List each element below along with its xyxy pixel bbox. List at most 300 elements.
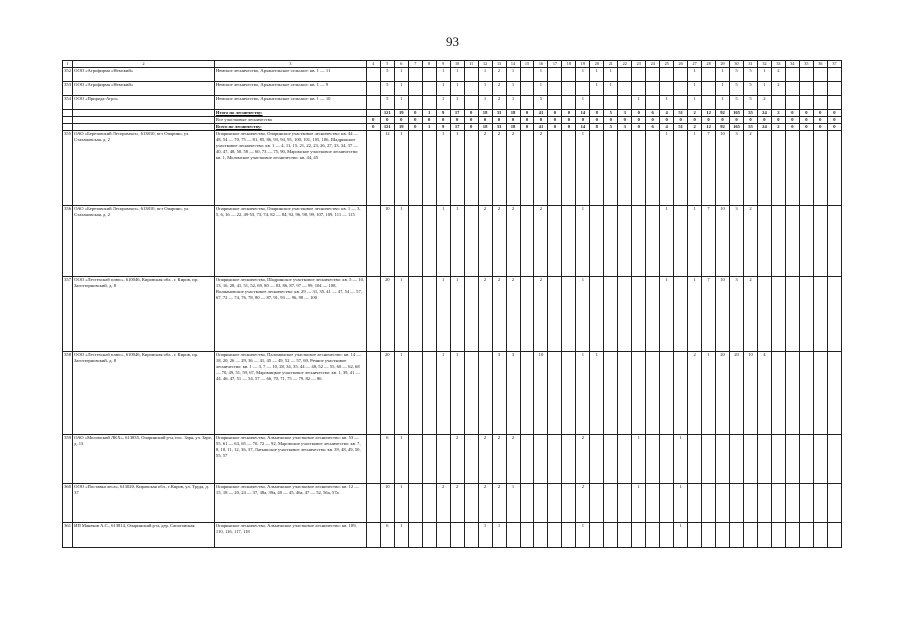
value-cell: 1 (688, 206, 702, 277)
value-cell (548, 523, 562, 548)
value-cell: 0 (618, 117, 632, 124)
summary-row (63, 110, 842, 117)
value-cell: 1 (590, 352, 604, 435)
value-cell: 2 (506, 206, 520, 277)
value-cell (827, 206, 841, 277)
organization-cell: ОАО «Березовский Леспромхоз», 613810, пгт Опарино, ул. Стахановская, д. 2 (73, 206, 215, 277)
empty-cell (73, 110, 215, 117)
value-cell (646, 435, 660, 484)
header-cell: 30 (730, 61, 744, 68)
header-cell: 22 (618, 61, 632, 68)
value-cell: 5 (380, 82, 394, 96)
value-cell (827, 435, 841, 484)
value-cell (660, 484, 674, 523)
value-cell: 3 (618, 124, 632, 131)
value-cell (771, 435, 785, 484)
value-cell (422, 277, 436, 352)
value-cell: 2 (771, 68, 785, 82)
value-cell: 1 (576, 68, 590, 82)
value-cell: 0 (646, 117, 660, 124)
value-cell (618, 484, 632, 523)
organization-cell: ООО «Агрофирма «Немский» (73, 82, 215, 96)
value-cell: 0 (562, 110, 576, 117)
value-cell: 1 (450, 82, 464, 96)
value-cell (450, 523, 464, 548)
value-cell: 24 (757, 110, 771, 117)
value-cell: 0 (674, 117, 688, 124)
value-cell (785, 206, 799, 277)
value-cell (562, 277, 576, 352)
value-cell: 121 (380, 124, 394, 131)
value-cell: 1 (436, 277, 450, 352)
value-cell (771, 96, 785, 110)
header-cell: 31 (744, 61, 758, 68)
value-cell (464, 484, 478, 523)
value-cell (534, 435, 548, 484)
value-cell (757, 523, 771, 548)
header-cell: 13 (492, 61, 506, 68)
value-cell (548, 82, 562, 96)
table-row (63, 96, 842, 110)
organization-cell: ООО «Природа-Агро» (73, 96, 215, 110)
header-cell: 18 (562, 61, 576, 68)
header-cell: 19 (576, 61, 590, 68)
header-cell: 2 (73, 61, 215, 68)
value-cell: 18 (478, 110, 492, 117)
value-cell: 7 (702, 131, 716, 206)
value-cell: 14 (576, 124, 590, 131)
organization-cell: ООО «Поставка леса», 613020, Кировская обл., г.Киров, ул. Труда, д. 37 (73, 484, 215, 523)
value-cell (366, 352, 380, 435)
value-cell: 0 (548, 110, 562, 117)
value-cell: 1 (450, 277, 464, 352)
value-cell (660, 523, 674, 548)
value-cell (520, 277, 534, 352)
row-number: 355 (63, 131, 73, 206)
value-cell: 2 (492, 96, 506, 110)
empty-cell (63, 124, 73, 131)
value-cell: 1 (702, 352, 716, 435)
value-cell: 10 (380, 206, 394, 277)
value-cell: 1 (590, 68, 604, 82)
summary-label: Все участковые лесничества (214, 117, 366, 124)
value-cell: 0 (632, 124, 646, 131)
value-cell (422, 523, 436, 548)
value-cell: 0 (590, 117, 604, 124)
value-cell (785, 96, 799, 110)
value-cell: 1 (688, 82, 702, 96)
value-cell (757, 206, 771, 277)
value-cell: 0 (799, 124, 813, 131)
value-cell (702, 435, 716, 484)
value-cell: 2 (478, 206, 492, 277)
value-cell (562, 131, 576, 206)
value-cell (813, 523, 827, 548)
value-cell: 3 (730, 206, 744, 277)
value-cell: 0 (813, 110, 827, 117)
value-cell: 6 (646, 110, 660, 117)
value-cell: 24 (757, 124, 771, 131)
value-cell (646, 96, 660, 110)
header-cell: 6 (394, 61, 408, 68)
value-cell: 12 (380, 131, 394, 206)
location-cell: Опаринское лесничество, Альмежское участковое лесничество: кв. 109, 110, 116, 117, 118 (214, 523, 366, 548)
value-cell (646, 206, 660, 277)
value-cell: 0 (632, 110, 646, 117)
value-cell: 10 (534, 352, 548, 435)
header-cell: 35 (799, 61, 813, 68)
value-cell: 1 (436, 82, 450, 96)
value-cell: 2 (506, 435, 520, 484)
value-cell: 1 (576, 131, 590, 206)
value-cell: 14 (576, 110, 590, 117)
value-cell (674, 206, 688, 277)
value-cell: 2 (506, 277, 520, 352)
value-cell (660, 435, 674, 484)
value-cell (716, 435, 730, 484)
value-cell (674, 96, 688, 110)
value-cell (548, 277, 562, 352)
value-cell: 1 (394, 352, 408, 435)
value-cell: 1 (450, 96, 464, 110)
value-cell: 1 (394, 206, 408, 277)
value-cell: 1 (632, 484, 646, 523)
value-cell: 3 (492, 352, 506, 435)
value-cell (757, 484, 771, 523)
row-number: 359 (63, 435, 73, 484)
value-cell: 2 (688, 352, 702, 435)
value-cell: 3 (730, 131, 744, 206)
value-cell (562, 523, 576, 548)
value-cell (618, 96, 632, 110)
value-cell: 1 (478, 523, 492, 548)
value-cell (688, 484, 702, 523)
value-cell (408, 206, 422, 277)
value-cell (590, 435, 604, 484)
value-cell: 1 (716, 68, 730, 82)
value-cell: 1 (436, 96, 450, 110)
row-number: 354 (63, 96, 73, 110)
row-number: 360 (63, 484, 73, 523)
value-cell (562, 435, 576, 484)
value-cell: 2 (771, 110, 785, 117)
table-row (63, 131, 842, 206)
value-cell: 1 (394, 277, 408, 352)
header-cell: 4 (366, 61, 380, 68)
value-cell (799, 352, 813, 435)
value-cell: 0 (730, 117, 744, 124)
value-cell: 1 (450, 352, 464, 435)
value-cell (436, 523, 450, 548)
value-cell: 18 (478, 124, 492, 131)
organization-cell: ООО «Лестехснаб плюс», 610046, Кировская обл., г. Киров, пр. Заготзерновский, д. 8 (73, 277, 215, 352)
value-cell (422, 131, 436, 206)
value-cell (408, 68, 422, 82)
value-cell: 165 (730, 110, 744, 117)
value-cell (408, 82, 422, 96)
value-cell (799, 435, 813, 484)
value-cell (744, 523, 758, 548)
value-cell (730, 435, 744, 484)
organization-cell: ООО «Лестехснаб плюс», 610046, Кировская обл., г. Киров, пр. Заготзерновский, д. 8 (73, 352, 215, 435)
value-cell (785, 68, 799, 82)
value-cell (827, 352, 841, 435)
value-cell: 2 (478, 435, 492, 484)
row-number: 356 (63, 206, 73, 277)
value-cell (520, 131, 534, 206)
value-cell (632, 68, 646, 82)
value-cell: 55 (744, 124, 758, 131)
value-cell (716, 523, 730, 548)
value-cell (520, 206, 534, 277)
value-cell (408, 96, 422, 110)
value-cell (702, 96, 716, 110)
header-cell: 36 (813, 61, 827, 68)
summary-row (63, 117, 842, 124)
value-cell: 5 (744, 68, 758, 82)
value-cell (618, 277, 632, 352)
value-cell (730, 523, 744, 548)
value-cell: 10 (716, 277, 730, 352)
value-cell (464, 96, 478, 110)
value-cell: 18 (506, 110, 520, 117)
value-cell (590, 484, 604, 523)
value-cell: 1 (534, 68, 548, 82)
value-cell: 3 (730, 277, 744, 352)
value-cell: 1 (660, 96, 674, 110)
table-row (63, 435, 842, 484)
value-cell (674, 82, 688, 96)
value-cell (688, 523, 702, 548)
value-cell: 1 (590, 82, 604, 96)
value-cell (646, 523, 660, 548)
value-cell (408, 277, 422, 352)
value-cell (534, 484, 548, 523)
value-cell (604, 96, 618, 110)
value-cell (632, 352, 646, 435)
header-cell: 9 (436, 61, 450, 68)
value-cell: 1 (660, 277, 674, 352)
value-cell (785, 277, 799, 352)
value-cell: 1 (688, 277, 702, 352)
value-cell: 2 (450, 484, 464, 523)
value-cell (618, 435, 632, 484)
value-cell: 20 (716, 352, 730, 435)
value-cell: 5 (604, 110, 618, 117)
value-cell: 33 (492, 124, 506, 131)
value-cell: 1 (492, 523, 506, 548)
value-cell: 0 (785, 124, 799, 131)
value-cell: 17 (450, 110, 464, 117)
value-cell: 51 (674, 110, 688, 117)
row-number: 352 (63, 68, 73, 82)
value-cell: 0 (827, 110, 841, 117)
value-cell (422, 96, 436, 110)
value-cell (813, 131, 827, 206)
summary-label: Итого по лесничеству: (214, 110, 366, 117)
location-cell: Немское лесничество, Архангельское сельское: кв. 1 — 9 (214, 82, 366, 96)
value-cell: 17 (450, 124, 464, 131)
empty-cell (73, 124, 215, 131)
value-cell: 0 (450, 117, 464, 124)
value-cell (618, 352, 632, 435)
value-cell (744, 435, 758, 484)
value-cell (478, 352, 492, 435)
value-cell (422, 68, 436, 82)
value-cell (716, 484, 730, 523)
value-cell: 55 (744, 110, 758, 117)
value-cell (604, 277, 618, 352)
value-cell (771, 523, 785, 548)
value-cell: 2 (744, 131, 758, 206)
value-cell (771, 352, 785, 435)
value-cell (562, 484, 576, 523)
header-cell: 15 (520, 61, 534, 68)
value-cell (646, 352, 660, 435)
value-cell (827, 523, 841, 548)
value-cell: 0 (562, 124, 576, 131)
value-cell (799, 68, 813, 82)
value-cell (408, 352, 422, 435)
value-cell: 0 (366, 117, 380, 124)
value-cell: 0 (771, 117, 785, 124)
value-cell: 2 (534, 131, 548, 206)
value-cell: 0 (785, 110, 799, 117)
value-cell: 0 (520, 124, 534, 131)
value-cell: 2 (744, 206, 758, 277)
value-cell (771, 277, 785, 352)
value-cell: 1 (450, 68, 464, 82)
value-cell: 19 (394, 110, 408, 117)
value-cell: 9 (436, 124, 450, 131)
value-cell (422, 484, 436, 523)
value-cell (827, 68, 841, 82)
table-row (63, 523, 842, 548)
value-cell (562, 96, 576, 110)
value-cell: 10 (380, 484, 394, 523)
value-cell (422, 206, 436, 277)
header-cell: 27 (688, 61, 702, 68)
value-cell (799, 96, 813, 110)
value-cell: 2 (492, 82, 506, 96)
value-cell: 41 (534, 124, 548, 131)
header-cell: 8 (422, 61, 436, 68)
value-cell (771, 206, 785, 277)
value-cell (702, 82, 716, 96)
value-cell (464, 435, 478, 484)
value-cell (632, 131, 646, 206)
value-cell: 0 (408, 110, 422, 117)
value-cell: 0 (520, 117, 534, 124)
value-cell (785, 523, 799, 548)
value-cell (604, 206, 618, 277)
header-cell: 7 (408, 61, 422, 68)
value-cell: 5 (744, 96, 758, 110)
registry-table (62, 60, 842, 548)
location-cell: Опаринское лесничество, Шадринское участковое лесничество: кв. 5 — 10, 13, 16, 28, 41, 51, 52, 69, 80 — 83, 86, 87, 97 — 99, 104 — 108, Волмановское участковое лесничество: кв. 29 — 31, 35, 41 — 47, 54 — 57, 67, 72 — 74, 76, 78, 80 — 87, 91, 93 — 96, 98 — 100 (214, 277, 366, 352)
location-cell: Опаринское лесничество, Альмежское участковое лесничество: кв. 12 — 15, 18 — 20, 24 — 37, 38а, 39а, 40 — 45, 46а, 47 — 52, 56а, 57а (214, 484, 366, 523)
value-cell: 2 (492, 277, 506, 352)
value-cell: 1 (757, 68, 771, 82)
empty-cell (63, 110, 73, 117)
value-cell (562, 352, 576, 435)
summary-row (63, 124, 842, 131)
value-cell (646, 82, 660, 96)
value-cell: 1 (394, 484, 408, 523)
value-cell: 92 (716, 110, 730, 117)
value-cell (632, 277, 646, 352)
value-cell (730, 484, 744, 523)
header-cell: 21 (604, 61, 618, 68)
value-cell: 0 (408, 124, 422, 131)
value-cell: 2 (492, 206, 506, 277)
header-cell: 32 (757, 61, 771, 68)
value-cell: 0 (716, 117, 730, 124)
value-cell: 1 (660, 131, 674, 206)
value-cell: 5 (534, 96, 548, 110)
value-cell: 1 (534, 82, 548, 96)
value-cell: 2 (688, 124, 702, 131)
value-cell (618, 131, 632, 206)
value-cell: 8 (590, 124, 604, 131)
value-cell: 5 (380, 68, 394, 82)
page-number: 93 (446, 34, 459, 49)
value-cell: 19 (394, 124, 408, 131)
value-cell: 0 (813, 117, 827, 124)
value-cell (366, 96, 380, 110)
value-cell: 0 (506, 117, 520, 124)
location-cell: Опаринское лесничество, Паломинское участковое лесничество: кв. 14 — 18, 20, 26 — 29, 36 — 41, 45 — 49, 52 — 57, 69, Речное участковое лесничество: кв. 1 — 3, 7 — 10, 28, 34, 35, 44 — 48, 52 — 55, 60 — 62, 68 — 70, 49, 51, 59, 67, Маромицкое участковое лесничество: кв. 1, 39, 41 — 44, 46, 47, 51 — 54, 57 — 66, 70, 71, 75 — 79, 82 — 86 (214, 352, 366, 435)
value-cell (799, 523, 813, 548)
header-cell: 5 (380, 61, 394, 68)
value-cell (785, 82, 799, 96)
value-cell (366, 68, 380, 82)
value-cell (785, 435, 799, 484)
value-cell: 1 (660, 206, 674, 277)
value-cell (366, 131, 380, 206)
value-cell: 0 (785, 117, 799, 124)
value-cell: 0 (799, 110, 813, 117)
value-cell (464, 131, 478, 206)
table-row (63, 82, 842, 96)
value-cell (702, 484, 716, 523)
header-cell: 23 (632, 61, 646, 68)
header-cell: 24 (646, 61, 660, 68)
value-cell (590, 523, 604, 548)
value-cell (548, 68, 562, 82)
value-cell (548, 96, 562, 110)
empty-cell (63, 117, 73, 124)
value-cell: 0 (744, 117, 758, 124)
value-cell (548, 435, 562, 484)
value-cell (520, 484, 534, 523)
value-cell (464, 277, 478, 352)
value-cell (422, 352, 436, 435)
value-cell: 41 (534, 110, 548, 117)
value-cell: 0 (562, 117, 576, 124)
value-cell: 2 (450, 435, 464, 484)
value-cell: 1 (674, 484, 688, 523)
value-cell: 0 (464, 110, 478, 117)
value-cell (548, 131, 562, 206)
value-cell: 165 (730, 124, 744, 131)
value-cell (562, 82, 576, 96)
value-cell (464, 352, 478, 435)
value-cell: 1 (436, 131, 450, 206)
value-cell (366, 435, 380, 484)
value-cell (785, 484, 799, 523)
value-cell (506, 523, 520, 548)
